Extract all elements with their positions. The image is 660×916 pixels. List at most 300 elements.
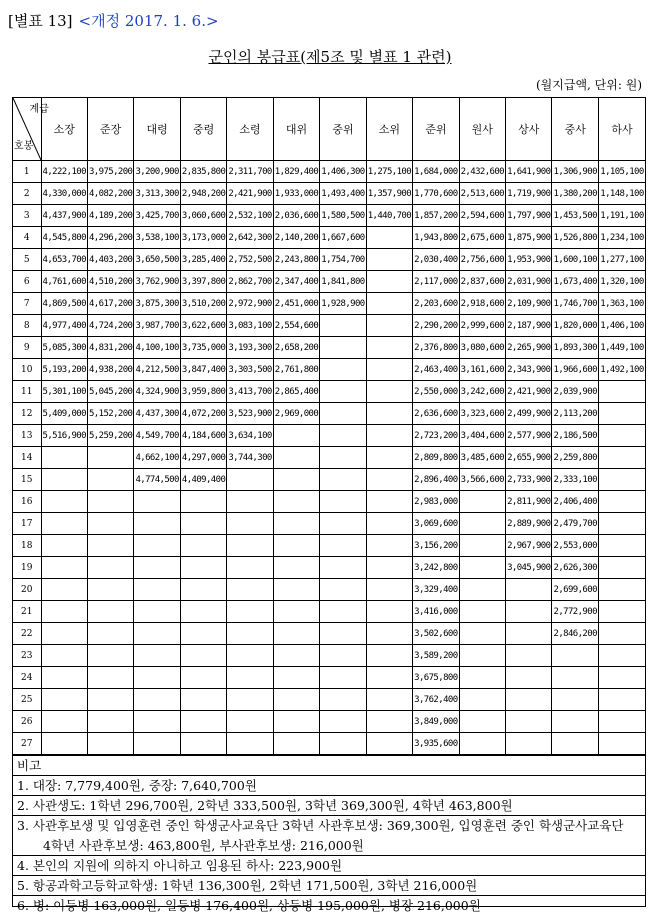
- salary-cell: 1,600,100: [552, 249, 598, 271]
- step-cell: 23: [13, 645, 41, 667]
- salary-cell: 2,039,900: [552, 381, 598, 403]
- step-cell: 27: [13, 733, 41, 755]
- salary-cell: [180, 667, 226, 689]
- column-header: 준위: [413, 98, 459, 161]
- salary-cell: 1,306,900: [552, 161, 598, 183]
- salary-cell: [459, 623, 505, 645]
- salary-cell: [552, 645, 598, 667]
- salary-cell: 1,191,100: [598, 205, 645, 227]
- salary-cell: [598, 447, 645, 469]
- salary-cell: [87, 711, 133, 733]
- salary-cell: [87, 469, 133, 491]
- salary-cell: 3,069,600: [413, 513, 459, 535]
- salary-cell: [134, 579, 180, 601]
- salary-cell: 2,809,800: [413, 447, 459, 469]
- table-row: [13, 315, 645, 337]
- salary-cell: 4,724,200: [87, 315, 133, 337]
- salary-cell: [366, 359, 412, 381]
- salary-cell: [273, 447, 319, 469]
- salary-cell: [459, 733, 505, 755]
- salary-cell: 3,285,400: [180, 249, 226, 271]
- salary-cell: 2,553,000: [552, 535, 598, 557]
- salary-cell: 4,082,200: [87, 183, 133, 205]
- salary-cell: [366, 293, 412, 315]
- salary-cell: [366, 447, 412, 469]
- salary-cell: [227, 535, 273, 557]
- title-main: 군인의 봉급표: [208, 48, 301, 66]
- column-header: 중위: [320, 98, 366, 161]
- salary-cell: 2,432,600: [459, 161, 505, 183]
- salary-cell: 1,857,200: [413, 205, 459, 227]
- salary-cell: [320, 469, 366, 491]
- salary-cell: [320, 403, 366, 425]
- salary-cell: [180, 535, 226, 557]
- salary-cell: [320, 601, 366, 623]
- salary-cell: [180, 623, 226, 645]
- salary-cell: [506, 623, 552, 645]
- salary-cell: [273, 491, 319, 513]
- salary-cell: [41, 491, 87, 513]
- salary-cell: [506, 689, 552, 711]
- note-item: 3. 사관후보생 및 입영훈련 중인 학생군사교육단 3학년 사관후보생: 369,300원, 입영훈련 중인 학생군사교육단: [17, 818, 624, 833]
- salary-cell: [366, 733, 412, 755]
- salary-cell: 1,580,500: [320, 205, 366, 227]
- salary-cell: 4,296,200: [87, 227, 133, 249]
- salary-cell: 4,774,500: [134, 469, 180, 491]
- salary-cell: [598, 601, 645, 623]
- salary-cell: 1,928,900: [320, 293, 366, 315]
- salary-cell: 2,554,600: [273, 315, 319, 337]
- table-row: [13, 711, 645, 733]
- salary-cell: 2,865,400: [273, 381, 319, 403]
- salary-cell: 2,117,000: [413, 271, 459, 293]
- salary-cell: 1,493,400: [320, 183, 366, 205]
- salary-cell: [366, 315, 412, 337]
- salary-cell: [87, 689, 133, 711]
- table-row: [13, 205, 645, 227]
- salary-cell: 1,380,200: [552, 183, 598, 205]
- salary-cell: [366, 645, 412, 667]
- salary-cell: [552, 689, 598, 711]
- salary-cell: 1,148,100: [598, 183, 645, 205]
- salary-cell: 2,451,000: [273, 293, 319, 315]
- salary-cell: 2,896,400: [413, 469, 459, 491]
- salary-cell: [227, 711, 273, 733]
- salary-cell: 4,437,300: [134, 403, 180, 425]
- salary-cell: 3,510,200: [180, 293, 226, 315]
- note-item: 6. 병: 이등병 163,000원, 일등병 176,400원, 상등병 195,000원, 병장 216,000원: [17, 898, 481, 913]
- salary-cell: 4,510,200: [87, 271, 133, 293]
- salary-cell: [41, 733, 87, 755]
- step-cell: 12: [13, 403, 41, 425]
- salary-cell: [180, 557, 226, 579]
- salary-cell: [598, 623, 645, 645]
- salary-cell: [273, 711, 319, 733]
- salary-cell: [87, 667, 133, 689]
- salary-cell: 4,212,500: [134, 359, 180, 381]
- salary-cell: [366, 601, 412, 623]
- column-header: 상사: [506, 98, 552, 161]
- salary-cell: 2,343,900: [506, 359, 552, 381]
- step-cell: 20: [13, 579, 41, 601]
- salary-cell: [598, 711, 645, 733]
- salary-cell: [366, 381, 412, 403]
- salary-cell: [134, 733, 180, 755]
- salary-cell: [87, 557, 133, 579]
- salary-cell: [134, 689, 180, 711]
- column-header: 소위: [366, 98, 412, 161]
- salary-cell: 2,658,200: [273, 337, 319, 359]
- column-header: 중사: [552, 98, 598, 161]
- salary-cell: [41, 579, 87, 601]
- corner-step-label: 호봉: [14, 141, 34, 152]
- salary-cell: 2,030,400: [413, 249, 459, 271]
- column-header: 준장: [87, 98, 133, 161]
- salary-cell: [227, 645, 273, 667]
- salary-cell: 2,811,900: [506, 491, 552, 513]
- salary-cell: [366, 557, 412, 579]
- salary-cell: [273, 645, 319, 667]
- salary-cell: 2,187,900: [506, 315, 552, 337]
- salary-cell: 2,577,900: [506, 425, 552, 447]
- salary-cell: 3,080,600: [459, 337, 505, 359]
- salary-cell: [134, 667, 180, 689]
- salary-cell: [598, 557, 645, 579]
- salary-cell: [87, 733, 133, 755]
- salary-cell: [134, 645, 180, 667]
- column-header: 하사: [598, 98, 645, 161]
- salary-cell: [41, 667, 87, 689]
- salary-cell: [87, 579, 133, 601]
- salary-cell: [227, 667, 273, 689]
- salary-cell: [366, 337, 412, 359]
- salary-cell: [134, 491, 180, 513]
- salary-cell: 3,523,900: [227, 403, 273, 425]
- salary-cell: 3,975,200: [87, 161, 133, 183]
- salary-cell: 4,330,000: [41, 183, 87, 205]
- salary-cell: 3,650,500: [134, 249, 180, 271]
- salary-cell: 2,889,900: [506, 513, 552, 535]
- salary-cell: 1,933,000: [273, 183, 319, 205]
- salary-cell: 3,404,600: [459, 425, 505, 447]
- salary-cell: [459, 667, 505, 689]
- salary-cell: 3,242,800: [413, 557, 459, 579]
- table-row: [13, 667, 645, 689]
- salary-cell: 3,675,800: [413, 667, 459, 689]
- step-cell: 5: [13, 249, 41, 271]
- salary-cell: 4,184,600: [180, 425, 226, 447]
- salary-cell: 4,409,400: [180, 469, 226, 491]
- salary-cell: 2,837,600: [459, 271, 505, 293]
- salary-cell: [459, 557, 505, 579]
- salary-cell: 1,893,300: [552, 337, 598, 359]
- salary-cell: [366, 227, 412, 249]
- step-cell: 19: [13, 557, 41, 579]
- salary-cell: 3,589,200: [413, 645, 459, 667]
- salary-cell: 1,105,100: [598, 161, 645, 183]
- salary-cell: [459, 711, 505, 733]
- salary-cell: 2,967,900: [506, 535, 552, 557]
- salary-cell: [273, 601, 319, 623]
- salary-cell: 3,161,600: [459, 359, 505, 381]
- salary-cell: 3,935,600: [413, 733, 459, 755]
- salary-cell: 4,297,000: [180, 447, 226, 469]
- salary-cell: 2,594,600: [459, 205, 505, 227]
- table-row: [13, 293, 645, 315]
- salary-cell: [134, 513, 180, 535]
- salary-cell: [320, 381, 366, 403]
- salary-cell: [134, 535, 180, 557]
- step-cell: 21: [13, 601, 41, 623]
- table-row: [13, 645, 645, 667]
- table-row: [13, 227, 645, 249]
- salary-cell: [227, 733, 273, 755]
- salary-cell: 2,499,900: [506, 403, 552, 425]
- note-item: 4. 본인의 지원에 의하지 아니하고 임용된 하사: 223,900원: [13, 856, 645, 876]
- salary-cell: [598, 645, 645, 667]
- salary-cell: 4,403,200: [87, 249, 133, 271]
- salary-cell: 1,453,500: [552, 205, 598, 227]
- salary-cell: [320, 711, 366, 733]
- salary-cell: 4,072,200: [180, 403, 226, 425]
- salary-cell: 3,622,600: [180, 315, 226, 337]
- salary-cell: 5,193,200: [41, 359, 87, 381]
- salary-cell: [227, 601, 273, 623]
- salary-cell: [273, 535, 319, 557]
- salary-cell: 5,152,200: [87, 403, 133, 425]
- salary-cell: 4,100,100: [134, 337, 180, 359]
- salary-cell: 2,036,600: [273, 205, 319, 227]
- salary-cell: [366, 711, 412, 733]
- salary-cell: [320, 689, 366, 711]
- step-cell: 4: [13, 227, 41, 249]
- salary-cell: 3,485,600: [459, 447, 505, 469]
- step-cell: 26: [13, 711, 41, 733]
- table-header-row: [13, 98, 645, 161]
- salary-cell: 1,234,100: [598, 227, 645, 249]
- salary-cell: [459, 601, 505, 623]
- salary-cell: [320, 315, 366, 337]
- salary-cell: [320, 623, 366, 645]
- salary-cell: 2,756,600: [459, 249, 505, 271]
- salary-cell: [320, 425, 366, 447]
- salary-cell: 2,699,600: [552, 579, 598, 601]
- salary-cell: 3,634,100: [227, 425, 273, 447]
- table-row: [13, 183, 645, 205]
- salary-cell: 1,641,900: [506, 161, 552, 183]
- salary-cell: [180, 513, 226, 535]
- salary-cell: 4,869,500: [41, 293, 87, 315]
- salary-cell: 1,820,000: [552, 315, 598, 337]
- table-row: [13, 403, 645, 425]
- salary-cell: 2,636,600: [413, 403, 459, 425]
- table-row: [13, 337, 645, 359]
- salary-cell: 2,376,800: [413, 337, 459, 359]
- unit-note: (월지급액, 단위: 원): [536, 78, 642, 92]
- column-header: 소령: [227, 98, 273, 161]
- salary-cell: [598, 689, 645, 711]
- salary-cell: [552, 711, 598, 733]
- salary-cell: 3,193,300: [227, 337, 273, 359]
- note-item: 5. 항공과학고등학교학생: 1학년 136,300원, 2학년 171,500원, 3학년 216,000원: [13, 876, 645, 896]
- salary-cell: [459, 491, 505, 513]
- salary-cell: [227, 513, 273, 535]
- step-cell: 18: [13, 535, 41, 557]
- page-title: [0, 46, 660, 67]
- table-row: [13, 601, 645, 623]
- salary-cell: 2,550,000: [413, 381, 459, 403]
- salary-cell: 1,440,700: [366, 205, 412, 227]
- salary-cell: 4,549,700: [134, 425, 180, 447]
- salary-cell: 1,943,800: [413, 227, 459, 249]
- salary-cell: 2,479,700: [552, 513, 598, 535]
- salary-cell: 2,186,500: [552, 425, 598, 447]
- step-cell: 8: [13, 315, 41, 337]
- salary-cell: [87, 491, 133, 513]
- salary-cell: 1,406,100: [598, 315, 645, 337]
- salary-cell: 2,109,900: [506, 293, 552, 315]
- salary-cell: 2,835,800: [180, 161, 226, 183]
- salary-cell: [459, 689, 505, 711]
- step-cell: 6: [13, 271, 41, 293]
- salary-cell: [180, 733, 226, 755]
- column-header: 대령: [134, 98, 180, 161]
- salary-cell: [180, 711, 226, 733]
- salary-cell: [227, 491, 273, 513]
- table-row: [13, 425, 645, 447]
- salary-cell: 2,862,700: [227, 271, 273, 293]
- salary-cell: [366, 249, 412, 271]
- step-cell: 17: [13, 513, 41, 535]
- salary-cell: [366, 491, 412, 513]
- salary-cell: [41, 689, 87, 711]
- salary-cell: [180, 491, 226, 513]
- step-cell: 2: [13, 183, 41, 205]
- salary-cell: [273, 469, 319, 491]
- salary-cell: 3,397,800: [180, 271, 226, 293]
- salary-cell: [598, 733, 645, 755]
- salary-cell: 2,311,700: [227, 161, 273, 183]
- salary-cell: [273, 689, 319, 711]
- salary-cell: 5,409,000: [41, 403, 87, 425]
- step-cell: 14: [13, 447, 41, 469]
- salary-cell: 4,761,600: [41, 271, 87, 293]
- salary-cell: 2,140,200: [273, 227, 319, 249]
- salary-cell: [41, 623, 87, 645]
- salary-cell: 2,846,200: [552, 623, 598, 645]
- salary-cell: [598, 381, 645, 403]
- salary-cell: 4,653,700: [41, 249, 87, 271]
- step-cell: 10: [13, 359, 41, 381]
- step-cell: 7: [13, 293, 41, 315]
- salary-cell: [366, 623, 412, 645]
- salary-cell: 2,761,800: [273, 359, 319, 381]
- salary-cell: 5,301,100: [41, 381, 87, 403]
- salary-cell: 1,449,100: [598, 337, 645, 359]
- salary-cell: 2,290,200: [413, 315, 459, 337]
- step-cell: 1: [13, 161, 41, 183]
- corner-rank-label: 계급: [29, 104, 49, 115]
- salary-cell: [41, 645, 87, 667]
- salary-cell: [320, 447, 366, 469]
- salary-cell: 3,329,400: [413, 579, 459, 601]
- salary-cell: 2,333,100: [552, 469, 598, 491]
- salary-cell: 4,617,200: [87, 293, 133, 315]
- salary-cell: 2,406,400: [552, 491, 598, 513]
- salary-cell: 3,313,300: [134, 183, 180, 205]
- step-cell: 11: [13, 381, 41, 403]
- salary-cell: 1,841,800: [320, 271, 366, 293]
- salary-cell: 4,189,200: [87, 205, 133, 227]
- salary-cell: 2,723,200: [413, 425, 459, 447]
- salary-cell: 3,200,900: [134, 161, 180, 183]
- salary-cell: 4,545,800: [41, 227, 87, 249]
- step-cell: 24: [13, 667, 41, 689]
- salary-cell: 1,684,000: [413, 161, 459, 183]
- salary-cell: 3,416,000: [413, 601, 459, 623]
- salary-cell: 3,847,400: [180, 359, 226, 381]
- salary-cell: 4,324,900: [134, 381, 180, 403]
- salary-cell: 3,083,100: [227, 315, 273, 337]
- table-row: [13, 447, 645, 469]
- salary-cell: 2,259,800: [552, 447, 598, 469]
- salary-cell: 2,113,200: [552, 403, 598, 425]
- salary-cell: 4,437,900: [41, 205, 87, 227]
- step-cell: 3: [13, 205, 41, 227]
- salary-cell: [41, 711, 87, 733]
- table-row: [13, 733, 645, 755]
- salary-cell: [366, 689, 412, 711]
- salary-cell: 2,948,200: [180, 183, 226, 205]
- salary-cell: [459, 645, 505, 667]
- salary-cell: 1,746,700: [552, 293, 598, 315]
- salary-cell: 1,770,600: [413, 183, 459, 205]
- salary-cell: 4,662,100: [134, 447, 180, 469]
- salary-cell: [87, 447, 133, 469]
- column-header: 대위: [273, 98, 319, 161]
- salary-cell: 2,421,900: [227, 183, 273, 205]
- salary-cell: [320, 557, 366, 579]
- salary-cell: [227, 557, 273, 579]
- salary-cell: [506, 711, 552, 733]
- salary-cell: [134, 623, 180, 645]
- salary-table: [13, 98, 645, 755]
- salary-cell: 3,566,600: [459, 469, 505, 491]
- salary-cell: [273, 579, 319, 601]
- salary-cell: [459, 535, 505, 557]
- salary-cell: [227, 623, 273, 645]
- salary-cell: [320, 733, 366, 755]
- table-row: [13, 249, 645, 271]
- salary-cell: 2,918,600: [459, 293, 505, 315]
- salary-cell: [41, 513, 87, 535]
- salary-cell: 5,259,200: [87, 425, 133, 447]
- salary-cell: [227, 579, 273, 601]
- table-row: [13, 623, 645, 645]
- annex-label: [별표 13]: [8, 12, 73, 30]
- salary-cell: 3,875,300: [134, 293, 180, 315]
- salary-cell: [180, 689, 226, 711]
- salary-cell: [273, 513, 319, 535]
- salary-cell: [87, 645, 133, 667]
- table-row: [13, 557, 645, 579]
- salary-cell: 3,045,900: [506, 557, 552, 579]
- salary-cell: [598, 469, 645, 491]
- salary-cell: 5,045,200: [87, 381, 133, 403]
- salary-cell: 2,733,900: [506, 469, 552, 491]
- salary-cell: 1,754,700: [320, 249, 366, 271]
- salary-cell: 3,762,400: [413, 689, 459, 711]
